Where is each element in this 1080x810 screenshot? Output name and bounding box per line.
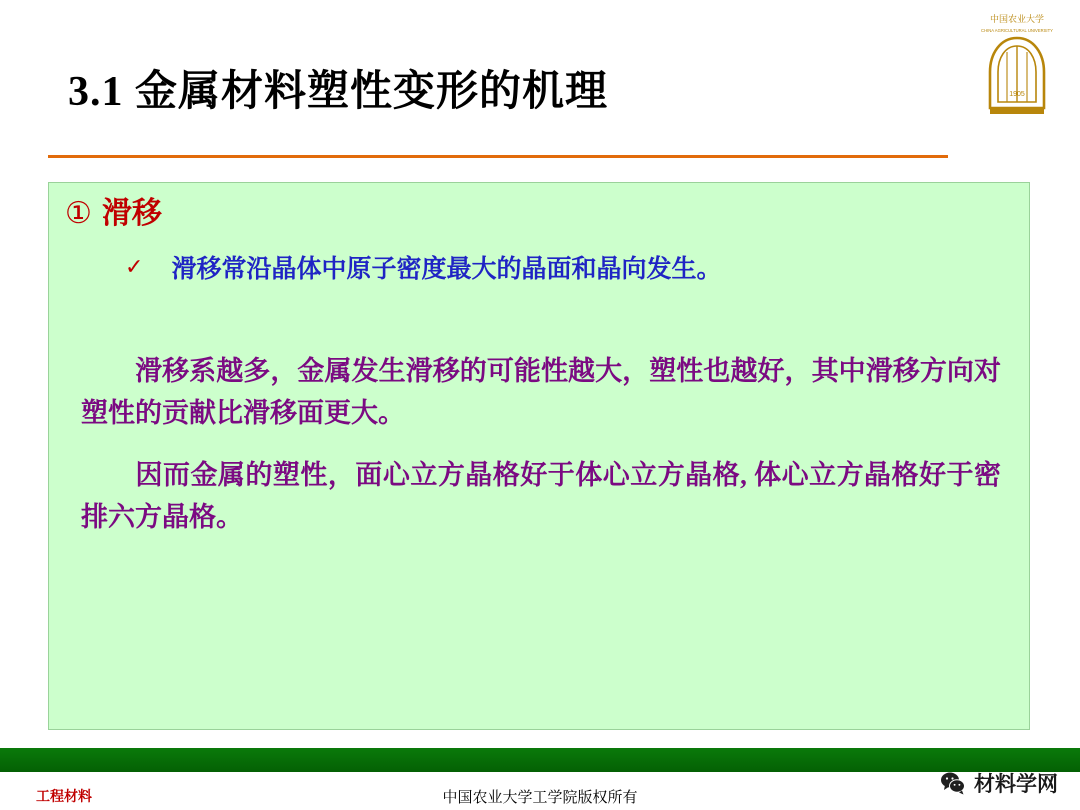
watermark-label: 材料学网 bbox=[974, 773, 1058, 796]
content-box bbox=[48, 182, 1030, 730]
footer-course-label: 工程材料 bbox=[36, 790, 92, 805]
paragraph-1-text: 滑移系越多，金属发生滑移的可能性越大，塑性也越好，其中滑移方向对塑性的贡献比滑移面更大。 bbox=[81, 356, 1001, 428]
bullet-item bbox=[125, 255, 721, 285]
footer-bar bbox=[0, 748, 1080, 772]
check-icon: ✓ bbox=[125, 255, 144, 280]
footer-copyright: 中国农业大学工学院版权所有 bbox=[442, 790, 638, 806]
watermark bbox=[940, 768, 1058, 798]
paragraph-2-text: 因而金属的塑性，面心立方晶格好于体心立方晶格, 体心立方晶格好于密排六方晶格。 bbox=[81, 460, 1001, 532]
footer-bar-fill bbox=[0, 748, 1080, 772]
paragraph-2 bbox=[81, 455, 1001, 539]
wechat-icon bbox=[940, 770, 966, 796]
title-divider bbox=[48, 155, 948, 158]
section-heading-label: 滑移 bbox=[101, 197, 162, 230]
university-logo bbox=[976, 10, 1058, 118]
paragraph-1 bbox=[81, 351, 1001, 435]
bullet-item-label: 滑移常沿晶体中原子密度最大的晶面和晶向发生。 bbox=[171, 256, 722, 283]
section-heading bbox=[65, 199, 162, 229]
section-number: ① bbox=[65, 197, 92, 230]
page-title: 3.1 金属材料塑性变形的机理 bbox=[68, 69, 609, 115]
svg-text:CHINA AGRICULTURAL UNIVERSITY: CHINA AGRICULTURAL UNIVERSITY bbox=[981, 28, 1053, 33]
svg-text:1905: 1905 bbox=[1009, 91, 1025, 98]
svg-text:中国农业大学: 中国农业大学 bbox=[989, 14, 1045, 24]
